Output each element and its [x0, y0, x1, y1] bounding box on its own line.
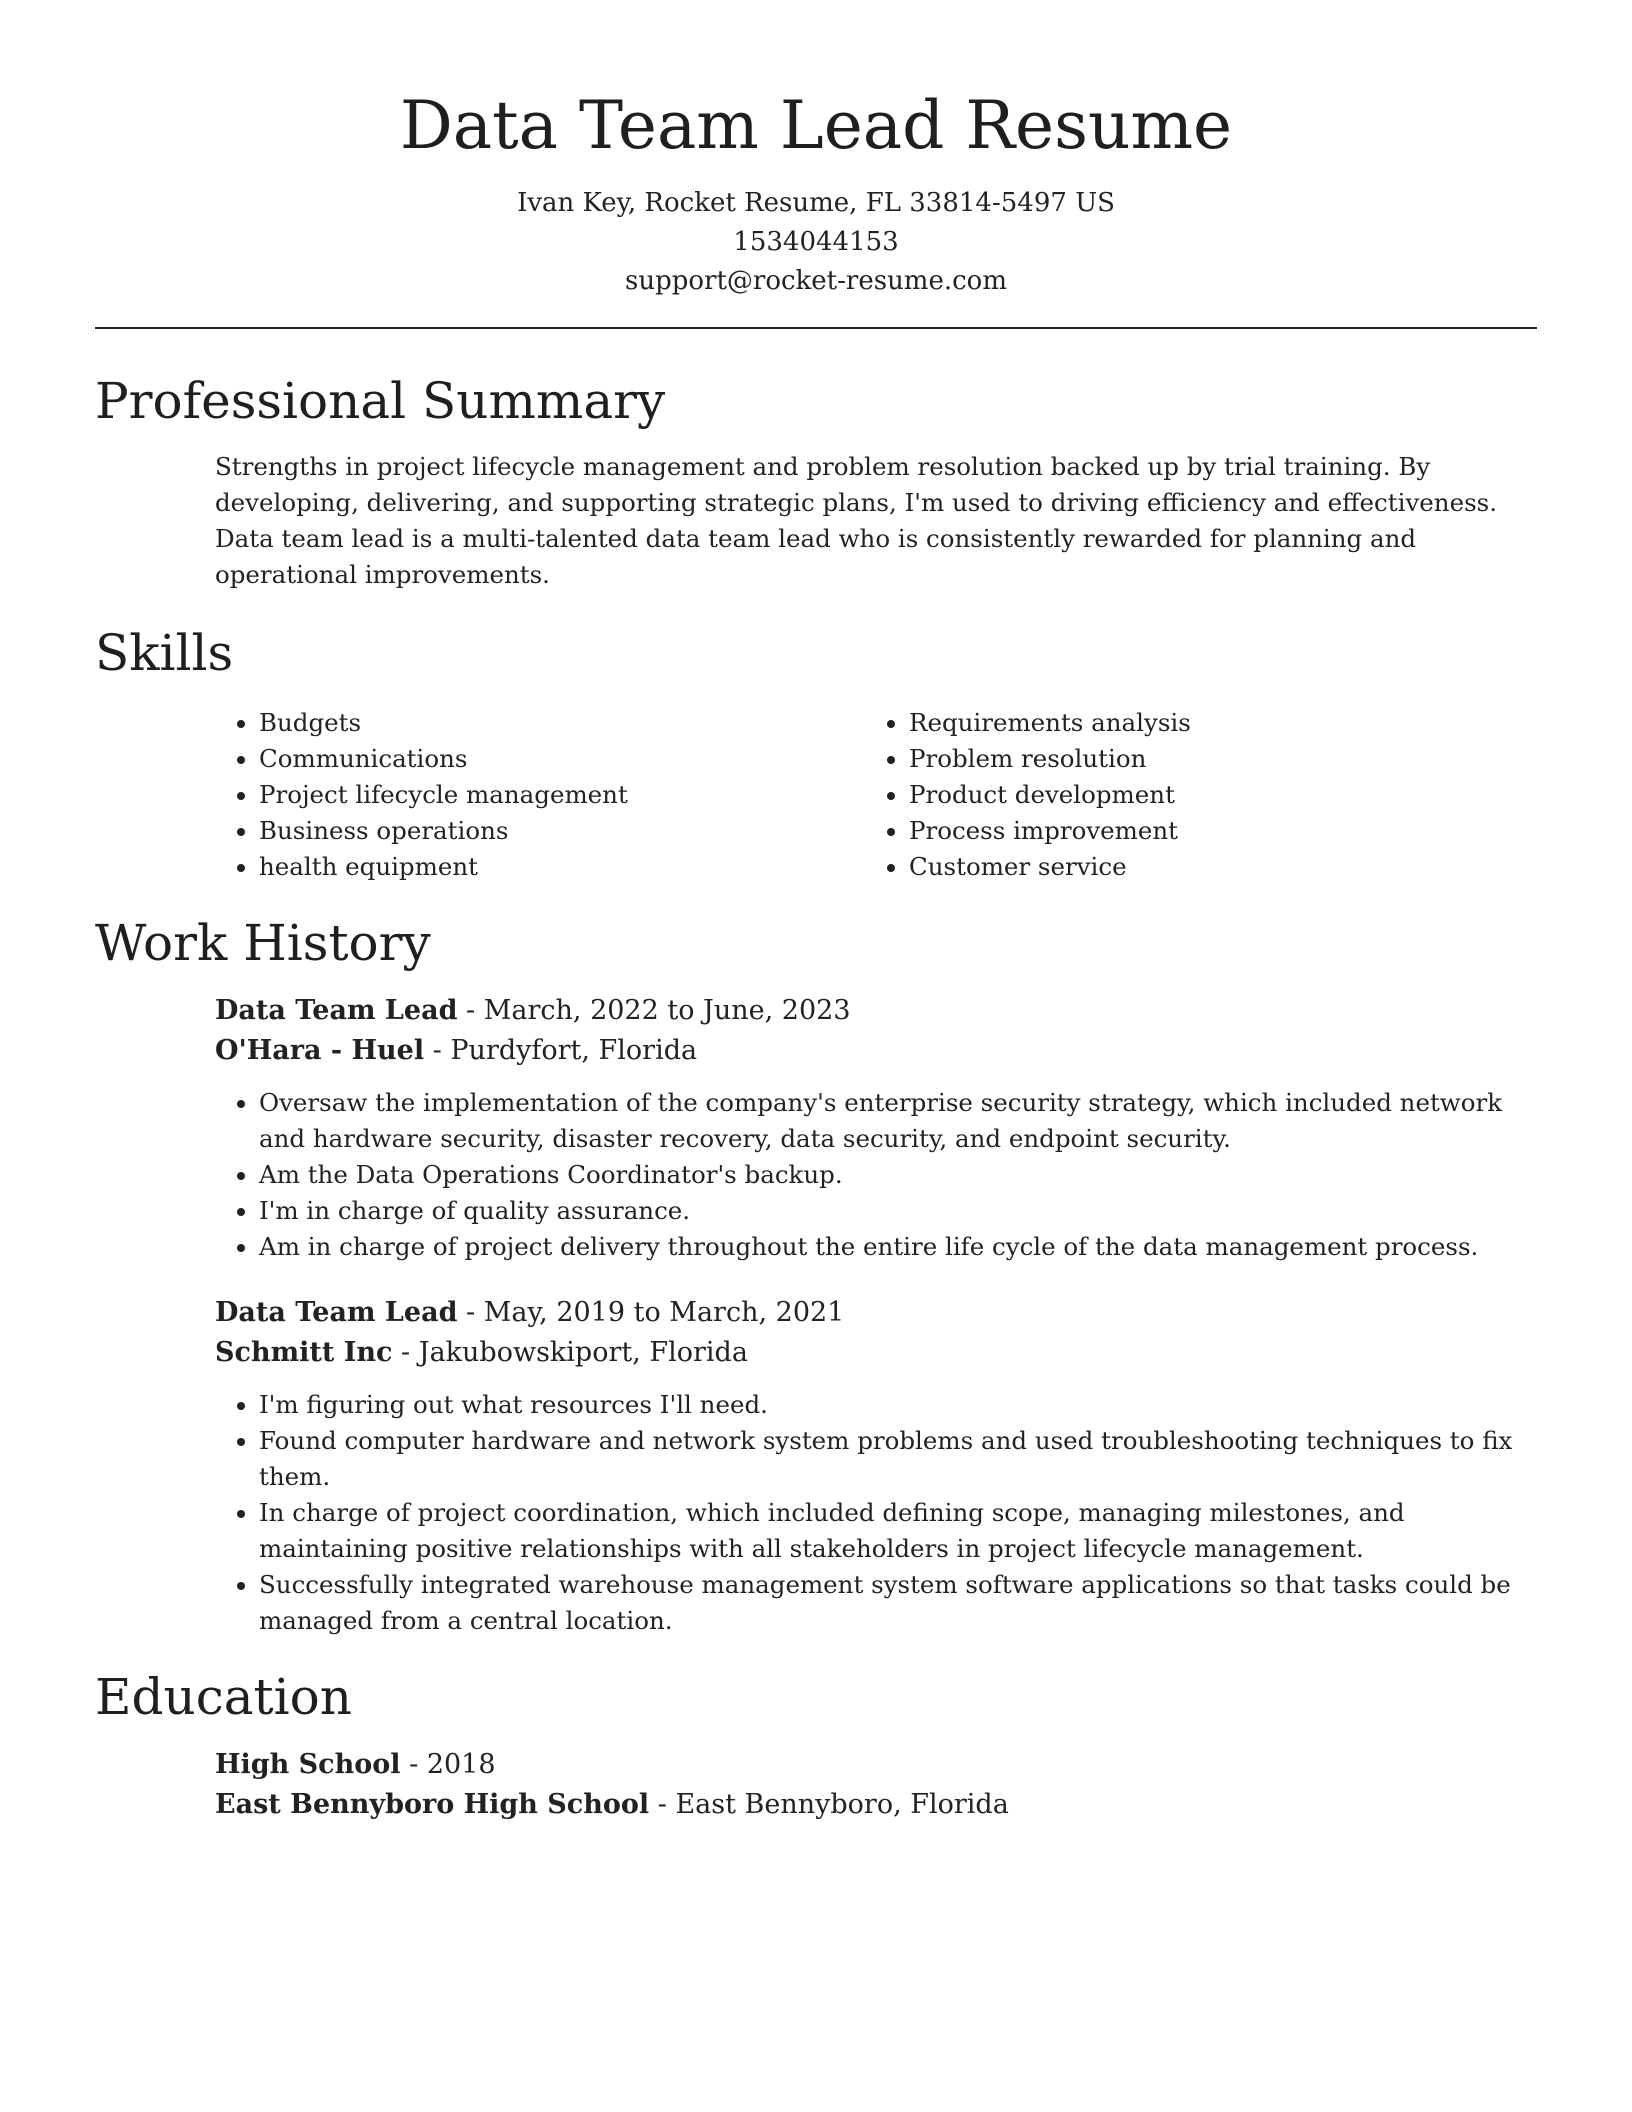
education-year: 2018	[426, 1749, 496, 1780]
summary-section	[95, 369, 1537, 593]
job-entry	[95, 1293, 1537, 1639]
skill-item: • Problem resolution	[909, 741, 1515, 777]
separator: -	[400, 1749, 427, 1780]
skill-item: • Budgets	[259, 705, 865, 741]
contact-email: support@rocket-resume.com	[624, 266, 1007, 296]
header-divider	[95, 327, 1537, 329]
job-dates: March, 2022 to June, 2023	[483, 995, 851, 1026]
skill-item: • Customer service	[909, 849, 1515, 885]
work-heading: Work History	[95, 914, 431, 972]
education-location: East Bennyboro, Florida	[675, 1789, 1009, 1820]
job-company: Schmitt Inc	[215, 1337, 393, 1368]
skill-item: • Business operations	[259, 813, 865, 849]
skill-item: • Product development	[909, 777, 1515, 813]
separator: -	[424, 1035, 451, 1066]
skills-heading: Skills	[95, 624, 234, 682]
separator: -	[649, 1789, 676, 1820]
job-bullet: • In charge of project coordination, which included defining scope, managing milestones, and maintaining positive relationships with all stakeholders in project lifecycle management.	[259, 1495, 1537, 1567]
contact-block	[95, 184, 1537, 301]
education-degree-line	[215, 1745, 1537, 1785]
education-degree: High School	[215, 1749, 401, 1780]
job-company-line	[215, 1333, 1537, 1373]
skill-item: • Project lifecycle management	[259, 777, 865, 813]
job-bullet: • Found computer hardware and network system problems and used troubleshooting techniques to fix them.	[259, 1423, 1537, 1495]
job-bullet: • I'm in charge of quality assurance.	[259, 1193, 1537, 1229]
skills-list-right	[865, 705, 1515, 885]
skills-section	[95, 621, 1537, 885]
job-bullet: • Am in charge of project delivery throughout the entire life cycle of the data management process.	[259, 1229, 1537, 1265]
education-heading: Education	[95, 1668, 352, 1726]
job-title: Data Team Lead	[215, 1297, 458, 1328]
separator: -	[457, 995, 484, 1026]
separator: -	[457, 1297, 484, 1328]
job-title-line	[215, 991, 1537, 1031]
job-company-line	[215, 1031, 1537, 1071]
job-entry	[95, 991, 1537, 1265]
job-location: Jakubowskiport, Florida	[418, 1337, 748, 1368]
resume-header	[95, 0, 1537, 301]
contact-address: Ivan Key, Rocket Resume, FL 33814-5497 US	[517, 188, 1115, 218]
job-bullets	[215, 1085, 1537, 1265]
skill-item: • health equipment	[259, 849, 865, 885]
summary-text: Strengths in project lifecycle management and problem resolution backed up by trial training. By developing, delivering, and supporting strategic plans, I'm used to driving efficiency and effectiveness. Data team lead is a multi-talented data team lead who is consistently rewarded for planning and operational improvements.	[215, 452, 1498, 589]
separator: -	[392, 1337, 419, 1368]
skills-list-left	[215, 705, 865, 885]
education-school-line	[215, 1785, 1537, 1825]
education-school: East Bennyboro High School	[215, 1789, 650, 1820]
job-bullet: • Oversaw the implementation of the company's enterprise security strategy, which included network and hardware security, disaster recovery, data security, and endpoint security.	[259, 1085, 1537, 1157]
page-title: Data Team Lead Resume	[399, 87, 1233, 164]
education-entry	[95, 1745, 1537, 1825]
skill-item: • Communications	[259, 741, 865, 777]
education-section	[95, 1665, 1537, 1825]
job-location: Purdyfort, Florida	[450, 1035, 698, 1066]
skill-item: • Requirements analysis	[909, 705, 1515, 741]
job-bullets	[215, 1387, 1537, 1639]
job-dates: May, 2019 to March, 2021	[483, 1297, 845, 1328]
job-bullet: • I'm figuring out what resources I'll need.	[259, 1387, 1537, 1423]
job-title-line	[215, 1293, 1537, 1333]
work-section	[95, 911, 1537, 1639]
summary-heading: Professional Summary	[95, 372, 666, 430]
job-company: O'Hara - Huel	[215, 1035, 425, 1066]
skill-item: • Process improvement	[909, 813, 1515, 849]
contact-phone: 1534044153	[733, 227, 899, 257]
job-bullet: • Am the Data Operations Coordinator's backup.	[259, 1157, 1537, 1193]
job-title: Data Team Lead	[215, 995, 458, 1026]
job-bullet: • Successfully integrated warehouse management system software applications so that tasks could be managed from a central location.	[259, 1567, 1537, 1639]
